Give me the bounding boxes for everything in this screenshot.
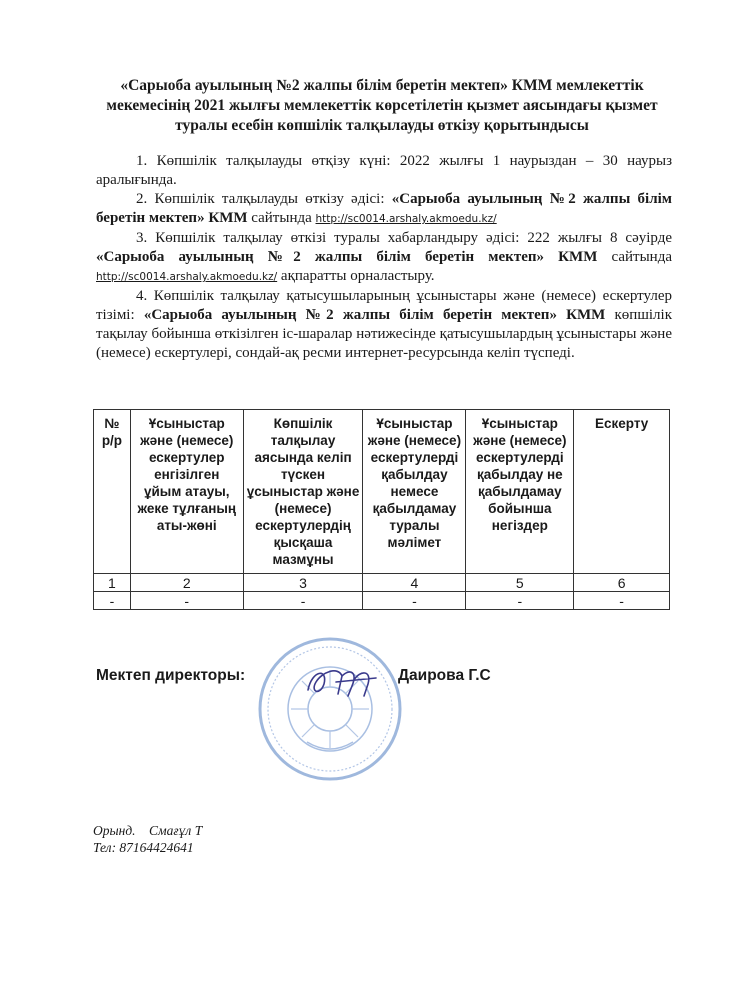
executor-name: Орынд. Смағұл Т bbox=[93, 823, 203, 838]
header-cell: Ұсыныстар және (немесе) ескертулер енгізілген ұйым атауы, жеке тұлғаның аты-жөні bbox=[130, 410, 243, 574]
org-name: «Сарыоба ауылының №2 жалпы білім беретін мектеп» КММ bbox=[96, 191, 672, 226]
document-title: «Сарыоба ауылының №2 жалпы білім беретін мектеп» КММ мемлекеттік мекемесінің 2021 жылғы мемлекеттік көрсетілетін қызмет аясындағы қызмет туралы есебін көпшілік талқылауды өткізу қорытындысы bbox=[106, 77, 658, 134]
footer bbox=[93, 822, 202, 856]
table-cell: 4 bbox=[363, 574, 466, 592]
website-link[interactable]: http://sc0014.arshaly.akmoedu.kz/ bbox=[96, 271, 278, 283]
table-cell: - bbox=[466, 592, 574, 610]
document-body bbox=[96, 152, 672, 363]
website-link[interactable]: http://sc0014.arshaly.akmoedu.kz/ bbox=[315, 213, 497, 225]
proposals-table bbox=[93, 409, 670, 610]
header-cell: № р/р bbox=[94, 410, 131, 574]
table-header-row bbox=[94, 410, 670, 574]
table-row bbox=[94, 592, 670, 610]
signature-icon bbox=[298, 662, 388, 702]
table-cell: - bbox=[363, 592, 466, 610]
table-cell: - bbox=[243, 592, 363, 610]
table-cell: - bbox=[130, 592, 243, 610]
table-cell: - bbox=[574, 592, 670, 610]
item-proposals: 4. Көпшілік талқылау қатысушыларының ұсыныстары және (немесе) ескертулер тізімі: «Сарыоба ауылының №2 жалпы білім беретін мектеп» КММ көпшілік тақылау бойынша өткізілген іс-шаралар нәтижесінде қатысушылардың ұсыныстары және (немесе) ескертулері, сондай-ақ ресми интернет-ресурсында келіп түспеді. bbox=[96, 288, 672, 361]
table-cell: - bbox=[94, 592, 131, 610]
table-row bbox=[94, 574, 670, 592]
header-cell: Ескерту bbox=[574, 410, 670, 574]
header-cell: Көпшілік талқылау аясында келіп түскен ұсыныстар және (немесе) ескертулердің қысқаша мазмұны bbox=[243, 410, 363, 574]
item-method: 2. Көпшілік талқылауды өткізу әдісі: «Сарыоба ауылының №2 жалпы білім беретін мектеп» КММ сайтында http://sc0014.arshaly.akmoedu.kz/ bbox=[96, 191, 672, 226]
org-name: «Сарыоба ауылының №2 жалпы білім беретін мектеп» КММ bbox=[96, 249, 598, 265]
official-seal-icon bbox=[255, 634, 405, 784]
table-cell: 3 bbox=[243, 574, 363, 592]
header-cell: Ұсыныстар және (немесе) ескертулерді қабылдау немесе қабылдамау туралы мәлімет bbox=[363, 410, 466, 574]
table-cell: 6 bbox=[574, 574, 670, 592]
item-date: 1. Көпшілік талқылауды өтқізу күні: 2022 жылғы 1 наурыздан – 30 наурыз аралығында. bbox=[96, 153, 672, 188]
table-cell: 1 bbox=[94, 574, 131, 592]
org-name: «Сарыоба ауылының №2 жалпы білім беретін мектеп» КММ bbox=[143, 307, 606, 323]
header-cell: Ұсыныстар және (немесе) ескертулерді қабылдау не қабылдамау бойынша негіздер bbox=[466, 410, 574, 574]
table-cell: 5 bbox=[466, 574, 574, 592]
item-announcement: 3. Көпшілік талқылау өткізі туралы хабарландыру әдісі: 222 жылғы 8 сәуірде «Сарыоба ауылының №2 жалпы білім беретін мектеп» КММ сайтында http://sc0014.arshaly.akmoedu.kz/ ақпаратты орналастыру. bbox=[96, 230, 672, 284]
table-cell: 2 bbox=[130, 574, 243, 592]
director-name: Даирова Г.С bbox=[398, 667, 491, 684]
director-label: Мектеп директоры: bbox=[96, 667, 246, 684]
executor-phone: Тел: 87164424641 bbox=[93, 840, 194, 855]
